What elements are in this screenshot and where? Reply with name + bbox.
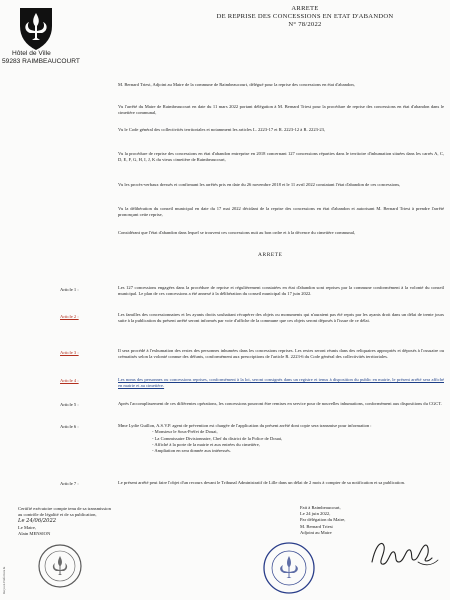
intro-paragraph: Vu les procès-verbaux dressés et confirmant les arrêtés pris en date du 26 novembre 2018 et le 11 avril 2022 constatant l'état d'abandon de ces concessions, <box>118 182 401 187</box>
signature-line: Fait à Raimbeaucourt, <box>300 505 341 510</box>
certification-line: Certifié exécutoire compte tenu de sa transmission <box>18 506 111 511</box>
signature-line: Le 24 juin 2022, <box>300 511 331 517</box>
mairie-seal-stamp <box>260 540 318 596</box>
mayor-role: Le Maire, <box>18 524 37 530</box>
intro-paragraph: Vu la délibération du conseil municipal en date du 17 mai 2022 décidant de la reprise des concessions en état d'abandon et autorisant M. Bernard Triest à prendre l'arrêté prononçant cette reprise, <box>118 206 444 218</box>
town-hall-label: Hôtel de Ville <box>12 50 51 57</box>
header-title: ARRETE <box>291 5 319 12</box>
article-text: Les noms des personnes ou concessions reprises, conformément à la loi, seront consignés dans un registre et tenus à disposition du public en mairie, le présent arrêté sera affiché en mairie et au cimetière. <box>118 377 444 389</box>
certification-line: au contrôle de légalité et de sa publication, <box>18 512 97 518</box>
handwritten-date: Le 24/06/2022 <box>18 518 57 525</box>
document-header <box>170 5 440 28</box>
article-text: Mme Lydie Guillon, A.S.V.P. agent de prévention est chargée de l'application du présent arrêté dont copie sera transmise pour information : - Monsieur le Sous-Préfet de Douai, - La Commissaire Divisionnaire, Chef du district de la Police de Douai, - Affiché à la porte de la mairie et aux entrées du cimetière, - Ampliation en sera donnée aux intéressés. <box>118 423 444 454</box>
signature-line: M. Bernard Triest <box>300 523 333 529</box>
article-text: Les 127 concessions engagées dans la procédure de reprise et régulièrement constatées en état d'abandon sont reprises par la commune conformément à la volonté du conseil municipal. Le plan de ces concessions a été annexé à la délibération du conseil municipal du 17 juin 2022. <box>118 285 444 297</box>
intro-paragraph: M. Bernard Triest, Adjoint au Maire de la commune de Raimbeaucourt, délégué pour la reprise des concessions en état d'abandon, <box>118 82 355 87</box>
town-crest-logo <box>14 4 58 52</box>
margin-reception-mark: Reçu en Préfecture le <box>2 566 6 594</box>
article-label: Article 6 : <box>60 424 79 429</box>
article-label: Article 3 : <box>60 350 79 355</box>
article-label: Article 2 : <box>60 314 79 319</box>
article-text: Les familles des concessionnaires et les ayants droits souhaitant récupérer des objets ou monuments qui n'auraient pas été repris par les ayants droit dans un délai de trente jours suite à la publication du présent arrêté seront informés par voie d'affiche de la commune que ces objets seront déposés à l'issue de ce délai. <box>118 312 444 324</box>
intro-paragraph: Vu le Code général des collectivités territoriales et notamment les articles L. 2223-17 et R. 2223-12 à R. 2223-23, <box>118 127 326 132</box>
signature-line: Adjoint au Maire <box>300 529 332 535</box>
list-item: - Monsieur le Sous-Préfet de Douai, <box>152 429 218 435</box>
list-item: - Affiché à la porte de la mairie et aux entrées du cimetière, <box>152 441 260 447</box>
intro-paragraph: Vu la procédure de reprise des concessions en état d'abandon entreprise en 2018 concernant 127 concessions réparties dans le territoire d'inhumation situées dans les carrés A, C, D, E, F, G, H, I, J, K du vieux cimetière de Raimbeaucourt, <box>118 151 444 163</box>
article-text: Le présent arrêté peut faire l'objet d'un recours devant le Tribunal Administratif de Lille dans un délai de 2 mois à compter de sa notification et sa publication. <box>118 480 405 485</box>
town-address <box>2 50 120 66</box>
article-label: Article 5 : <box>60 402 79 407</box>
article-text: Après l'accomplissement de ces différentes opérations, les concessions pourront être remises en service pour de nouvelles inhumations, conformément aux dispositions du CGCT. <box>118 401 442 406</box>
mairie-seal-stamp <box>36 542 84 590</box>
header-number: N° 78/2022 <box>288 20 322 28</box>
certification-block <box>18 506 178 537</box>
article-label: Article 1 : <box>60 287 79 292</box>
handwritten-signature <box>366 532 446 572</box>
signature-line: Par délégation du Maire, <box>300 517 346 523</box>
mayor-name: Alain MENSION <box>18 530 51 536</box>
intro-paragraph: Vu l'arrêté du Maire de Raimbeaucourt en date du 11 mars 2022 portant délégation à M. Bernard Triest pour la procédure de reprise des concessions en état d'abandon dans le cimetière communal, <box>118 104 444 116</box>
article-text: Il sera procédé à l'exhumation des restes des personnes inhumées dans les concessions reprises. Les restes seront réunis dans des reliquaires appropriés et déposés à l'ossuaire ou crématisés selon la volonté connue des défunts, conformément aux prescriptions de l'article R. 2223-6 du Code général des collectivités territoriales. <box>118 348 444 360</box>
town-postal-label: 59283 RAIMBEAUCOURT <box>2 58 80 65</box>
list-item: - La Commissaire Divisionnaire, Chef du district de la Police de Douai, <box>152 435 283 441</box>
intro-paragraph: Considérant que l'état d'abandon dans lequel se trouvent ces concessions nuit au bon ordre et à la décence du cimetière communal, <box>118 230 356 235</box>
arrete-heading: ARRETE <box>258 252 283 258</box>
article-label: Article 7 : <box>60 481 79 486</box>
recipient-list <box>118 429 444 454</box>
header-subtitle: DE REPRISE DES CONCESSIONS EN ETAT D'ABANDON <box>216 12 394 20</box>
article-label: Article 4 : <box>60 378 79 383</box>
list-item: - Ampliation en sera donnée aux intéressés. <box>152 448 231 454</box>
